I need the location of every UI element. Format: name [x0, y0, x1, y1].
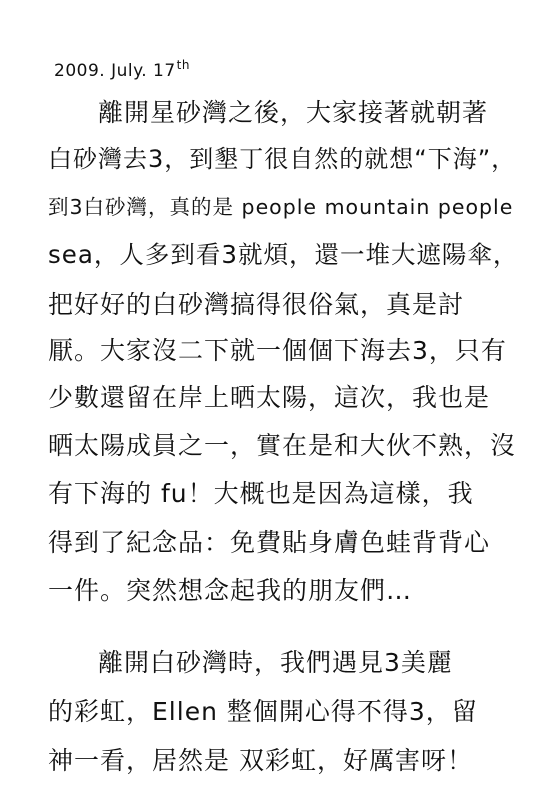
- date-suffix: th: [176, 58, 190, 72]
- paragraph-1-line: 一件。突然想念起我的朋友們…: [48, 576, 413, 605]
- date-heading: [54, 58, 190, 81]
- paragraph-2-line: 的彩虹，Ellen 整個開心得不得3，留: [48, 697, 478, 726]
- paragraph-1-line: 白砂灣去3，到墾丁很自然的就想“下海”，: [48, 145, 517, 173]
- paragraph-1-line: 厭。大家沒二下就一個個下海去3，只有: [48, 336, 507, 365]
- paragraph-1-line: sea，人多到看3就煩，還一堆大遮陽傘，: [48, 240, 519, 269]
- paragraph-1-line: 有下海的 fu！大概也是因為這樣，我: [48, 479, 474, 508]
- date-text: 2009. July. 17: [54, 61, 176, 81]
- paragraph-1-line: 得到了紀念品：免費貼身膚色蛙背背心: [48, 528, 491, 557]
- paragraph-1-line: 少數還留在岸上晒太陽，這次，我也是: [48, 383, 491, 412]
- paragraph-1-line: 到3白砂灣，真的是 people mountain people: [48, 195, 514, 219]
- paragraph-2-line: 神一看，居然是 双彩虹，好厲害呀！: [48, 746, 473, 775]
- paragraph-2-line: 離開白砂灣時，我們遇見3美麗: [98, 648, 453, 677]
- paragraph-1-line: 晒太陽成員之一，實在是和大伙不熟，沒: [48, 431, 517, 460]
- paragraph-1-line: 把好好的白砂灣搞得很俗氣，真是討: [48, 290, 465, 319]
- paragraph-1-line: 離開星砂灣之後，大家接著就朝著: [98, 98, 489, 127]
